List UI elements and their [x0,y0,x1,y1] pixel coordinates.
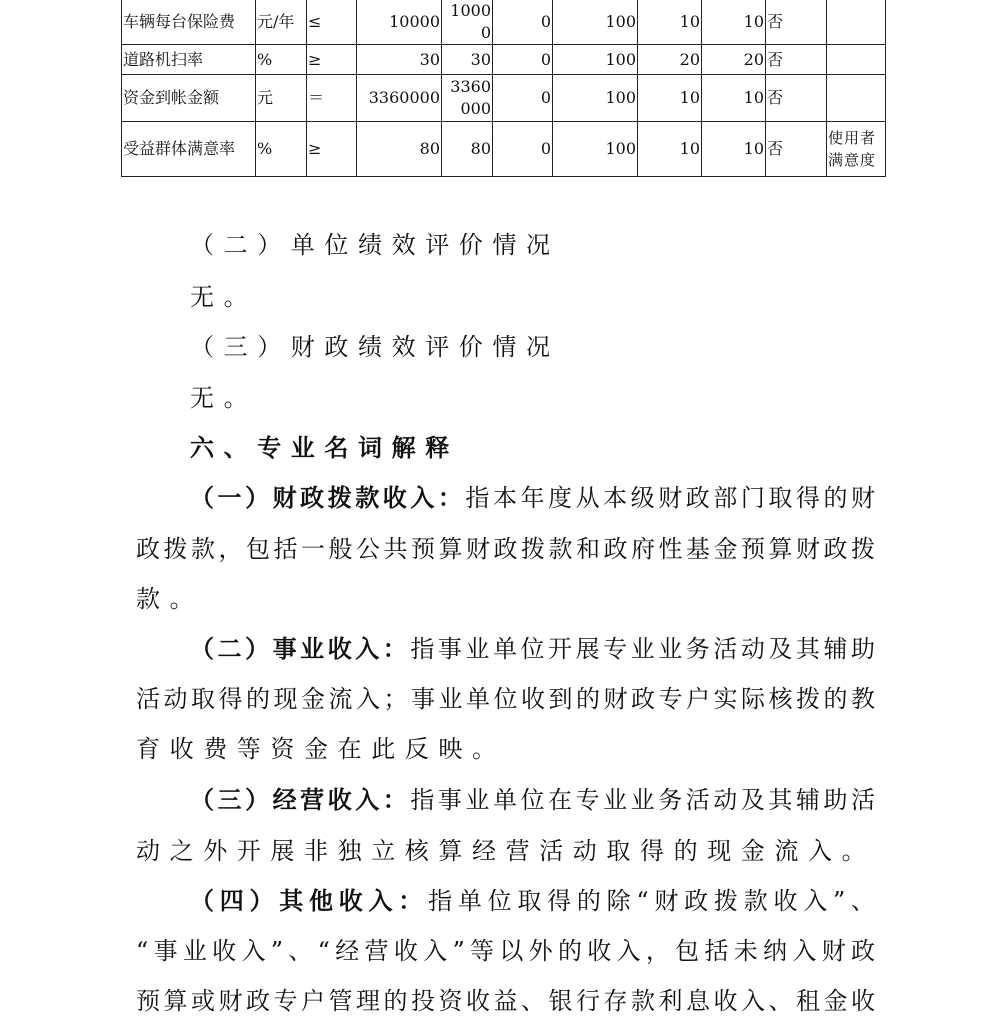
cell: 0 [493,75,553,122]
table-row [122,122,886,177]
paragraph-line [136,674,875,724]
paragraph-text: 指事业单位在专业业务活动及其辅助活 [410,786,876,814]
weight: 10 [638,122,702,177]
indicator-name: 道路机扫率 [122,45,256,75]
indicator-name: 车辆每台保险费 [122,0,256,45]
table-row [122,0,886,45]
flag: 否 [766,0,827,45]
note [827,0,886,45]
paragraph [190,373,257,423]
operator: ≥ [307,45,357,75]
unit: % [256,122,307,177]
cell: 0 [493,0,553,45]
flag: 否 [766,75,827,122]
flag: 否 [766,45,827,75]
paragraph-line [136,574,203,624]
paragraph-text: 预算或财政专户管理的投资收益、银行存款利息收入、租金收 [136,987,875,1015]
paragraph-text: 无。 [190,384,258,412]
paragraph-line [136,524,875,574]
score: 10 [702,75,766,122]
section-heading [190,322,560,372]
flag: 否 [766,122,827,177]
performance-indicator-table [121,0,886,177]
paragraph-line [136,926,875,976]
unit: 元 [256,75,307,122]
term-label: （一）财政拨款收入： [190,483,466,512]
paragraph-text: 无。 [190,283,258,311]
indicator-name: 资金到帐金额 [122,75,256,122]
term-label: （四）其他收入： [190,886,429,915]
paragraph-text: 指事业单位开展专业业务活动及其辅助 [410,635,876,663]
paragraph-line [136,826,875,876]
operator: ≥ [307,122,357,177]
paragraph-line [136,976,875,1026]
paragraph-line [190,473,875,523]
operator: ≤ [307,0,357,45]
score: 10 [702,0,766,45]
heading-text: （二）单位绩效评价情况 [190,231,560,259]
paragraph [190,272,257,322]
paragraph-text: 款。 [136,585,204,613]
weight: 20 [638,45,702,75]
heading-text: 六、专业名词解释 [190,433,459,462]
section-heading [190,220,560,270]
actual-value: 30 [442,45,493,75]
cell: 100 [553,0,638,45]
heading-text: （三）财政绩效评价情况 [190,333,560,361]
score: 20 [702,45,766,75]
table-row [122,45,886,75]
table-row [122,75,886,122]
target-value: 10000 [357,0,442,45]
target-value: 80 [357,122,442,177]
unit: % [256,45,307,75]
paragraph-text: 政拨款，包括一般公共预算财政拨款和政府性基金预算财政拨 [136,535,875,563]
paragraph-line [136,724,506,774]
term-label: （二）事业收入： [190,634,411,663]
term-label: （三）经营收入： [190,785,411,814]
paragraph-line [190,775,875,825]
weight: 10 [638,0,702,45]
unit: 元/年 [256,0,307,45]
paragraph-line [190,624,875,674]
paragraph-text: 指本年度从本级财政部门取得的财 [465,484,876,512]
indicator-name: 受益群体满意率 [122,122,256,177]
paragraph-text: 指单位取得的除“财政拨款收入”、 [428,887,875,915]
note [827,75,886,122]
note [827,45,886,75]
target-value: 30 [357,45,442,75]
note: 使用者满意度 [827,122,886,177]
chapter-heading [190,423,459,473]
paragraph-text: 活动取得的现金流入；事业单位收到的财政专户实际核拨的教 [136,685,875,713]
cell: 0 [493,45,553,75]
paragraph-text: “事业收入”、“经营收入”等以外的收入，包括未纳入财政 [136,937,875,965]
cell: 100 [553,75,638,122]
cell: 100 [553,45,638,75]
cell: 100 [553,122,638,177]
paragraph-line [190,876,875,926]
target-value: 3360000 [357,75,442,122]
actual-value: 80 [442,122,493,177]
score: 10 [702,122,766,177]
actual-value: 3360000 [442,75,493,122]
actual-value: 10000 [442,0,493,45]
weight: 10 [638,75,702,122]
paragraph-text: 动之外开展非独立核算经营活动取得的现金流入。 [136,837,876,865]
paragraph-text: 育收费等资金在此反映。 [136,735,506,763]
operator: ＝ [307,75,357,122]
cell: 0 [493,122,553,177]
